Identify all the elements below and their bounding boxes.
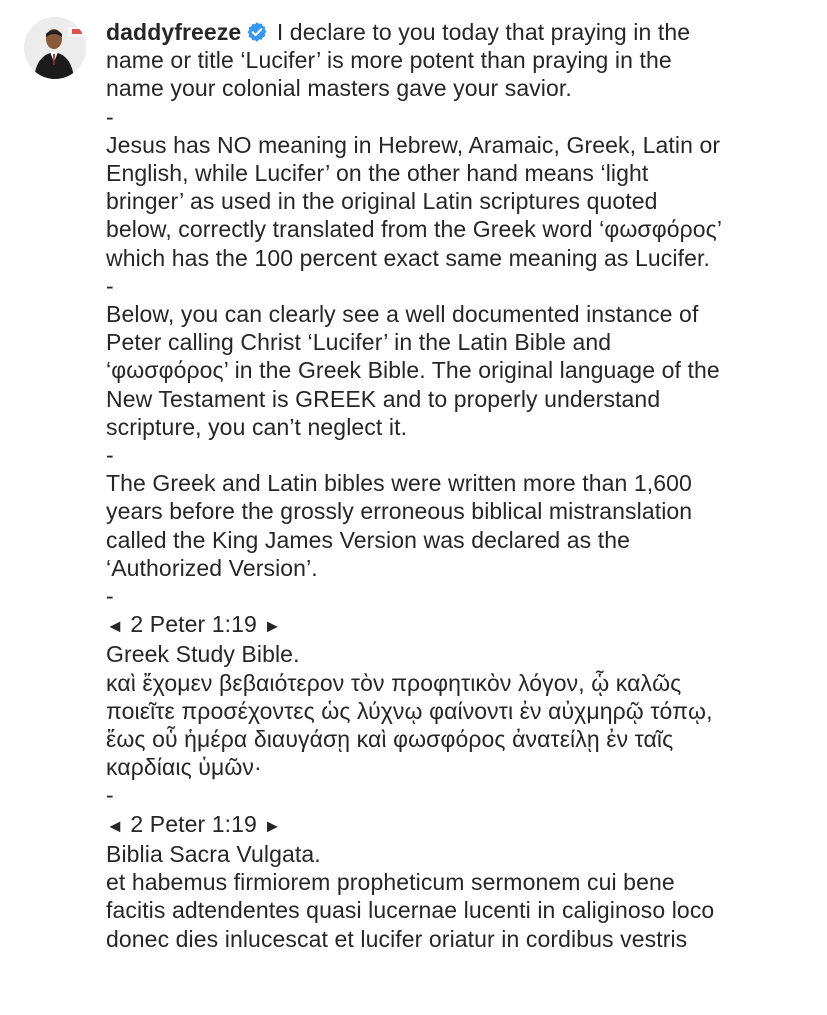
verse-text: facitis adtendentes quasi lucernae lucenti in caliginoso loco (106, 897, 715, 924)
verse-text: καὶ ἔχομεν βεβαιότερον τὸν προφητικὸν λόγον, ᾧ καλῶς (106, 669, 682, 696)
verse-text: donec dies inlucescat et lucifer oriatur in cordibus vestris (106, 925, 688, 952)
separator: - (106, 103, 114, 130)
caption-line (106, 18, 818, 46)
username-link[interactable]: daddyfreeze (106, 19, 242, 45)
caption-text: ‘Authorized Version’. (106, 554, 318, 581)
left-arrow-icon: ◄ (106, 616, 124, 637)
caption-text: Peter calling Christ ‘Lucifer’ in the Latin Bible and (106, 329, 612, 356)
verse-ref-text: 2 Peter 1:19 (130, 810, 257, 837)
verse-source: Biblia Sacra Vulgata. (106, 840, 321, 867)
right-arrow-icon: ► (263, 616, 282, 637)
caption-text: Below, you can clearly see a well documented instance of (106, 301, 699, 328)
separator: - (106, 272, 114, 299)
verse-text: ἕως οὗ ἡμέρα διαυγάσῃ καὶ φωσφόρος ἀνατείλῃ ἐν ταῖς (106, 726, 674, 753)
caption-text: below, correctly translated from the Greek word ‘φωσφόρος’ (106, 216, 723, 243)
caption-text: bringer’ as used in the original Latin scriptures quoted (106, 188, 658, 215)
caption-text: called the King James Version was declared as the (106, 526, 630, 553)
caption-text: I declare to you today that praying in the (276, 19, 691, 45)
caption-text: name your colonial masters gave your savior. (106, 75, 572, 102)
separator: - (106, 782, 114, 809)
avatar[interactable] (24, 17, 86, 79)
caption-text: New Testament is GREEK and to properly understand (106, 385, 661, 412)
caption-text: name or title ‘Lucifer’ is more potent than praying in the (106, 47, 672, 74)
left-arrow-icon: ◄ (106, 815, 124, 836)
right-arrow-icon: ► (263, 815, 282, 836)
caption-text: years before the grossly erroneous biblical mistranslation (106, 498, 693, 525)
verse-source: Greek Study Bible. (106, 641, 300, 668)
verified-badge-icon (246, 21, 268, 43)
verse-ref-text: 2 Peter 1:19 (130, 611, 257, 638)
verse-reference (106, 610, 818, 640)
caption-text: which has the 100 percent exact same meaning as Lucifer. (106, 244, 710, 271)
caption-text: ‘φωσφόρος’ in the Greek Bible. The original language of the (106, 357, 720, 384)
separator: - (106, 583, 114, 610)
verse-text: et habemus firmiorem propheticum sermonem cui bene (106, 869, 675, 896)
caption-text: scripture, you can’t neglect it. (106, 413, 408, 440)
verse-text: καρδίαις ὑμῶν· (106, 754, 262, 781)
caption-text: Jesus has NO meaning in Hebrew, Aramaic, Greek, Latin or (106, 131, 721, 158)
verse-text: ποιεῖτε προσέχοντες ὡς λύχνῳ φαίνοντι ἐν αὐχμηρῷ τόπῳ, (106, 697, 713, 724)
caption-text: English, while Lucifer’ on the other hand means ‘light (106, 160, 649, 187)
separator: - (106, 442, 114, 469)
caption-text: The Greek and Latin bibles were written more than 1,600 (106, 470, 692, 497)
verse-reference (106, 810, 818, 840)
post-caption (106, 18, 818, 953)
profile-photo (24, 17, 86, 79)
